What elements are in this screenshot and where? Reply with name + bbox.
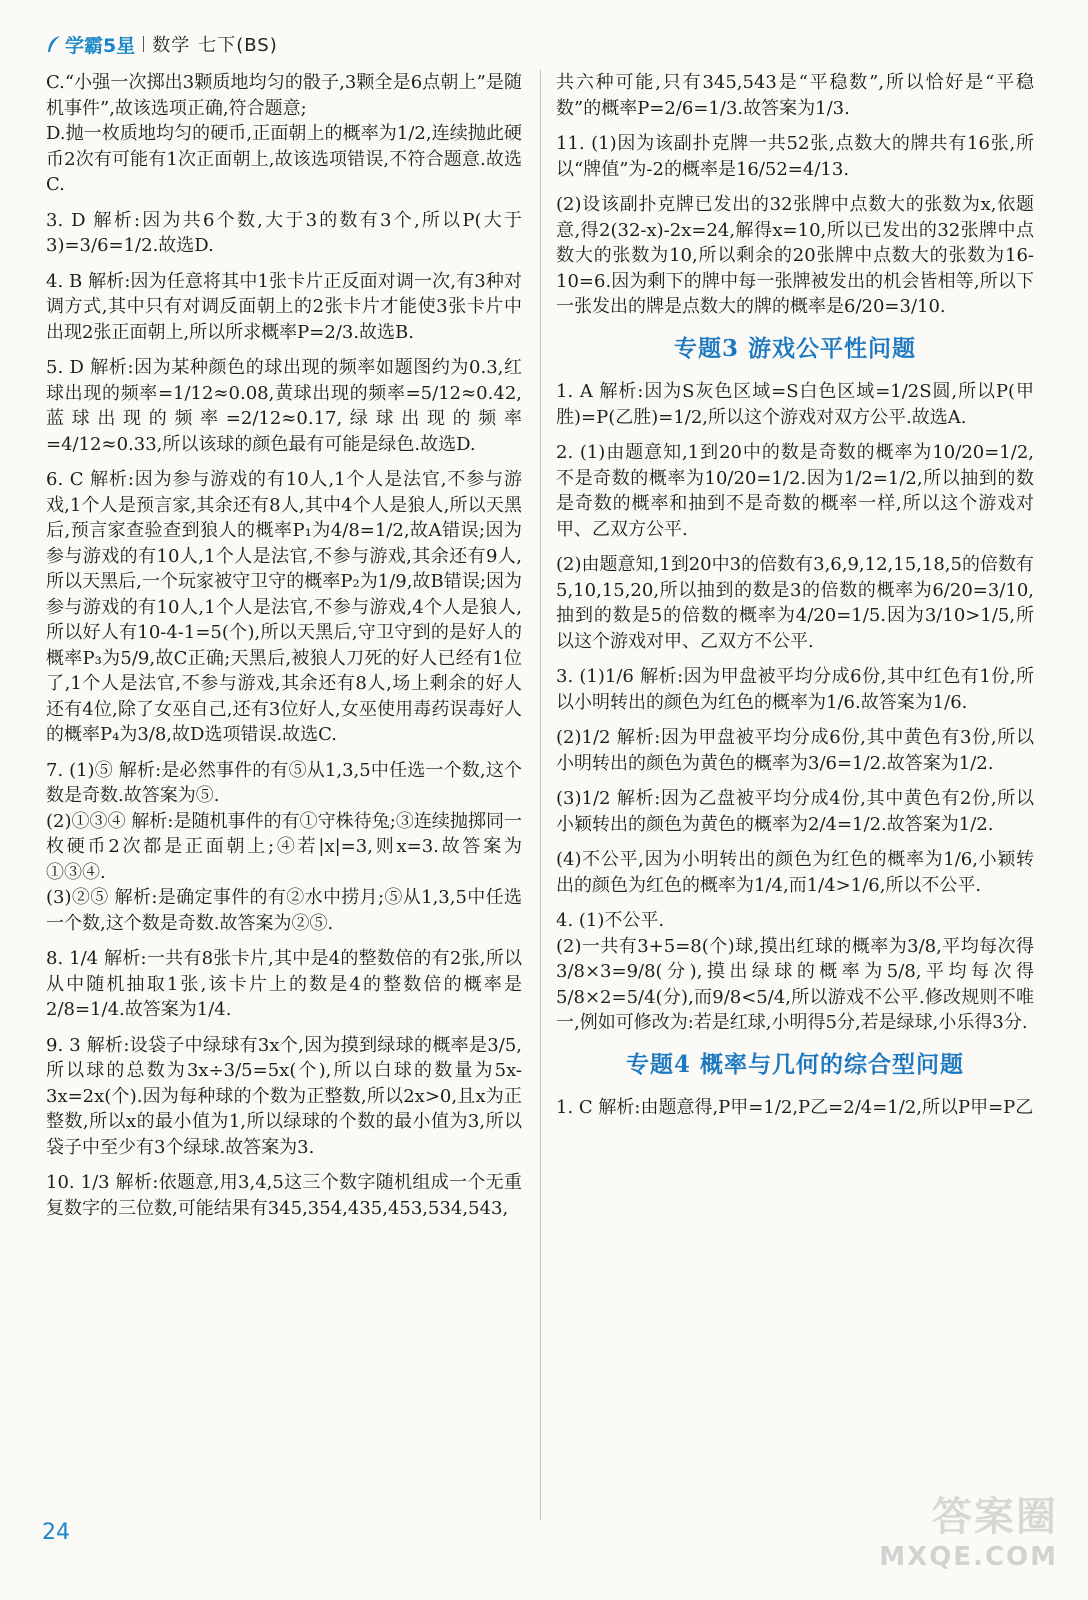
answer-paragraph: 11. (1)因为该副扑克牌一共52张,点数大的牌共有16张,所以“牌值”为-2的概率是16/52=4/13. (556, 133, 1034, 180)
answer-paragraph: (2)设该副扑克牌已发出的32张牌中点数大的张数为x,依题意,得2(32-x)-2x=24,解得x=10,所以已发出的32张牌中点数大的张数为10,所以剩余的20张牌中点数大的张数为16-10=6.因为剩下的牌中每一张牌被发出的机会皆相等,所以下一张发出的牌是点数大的牌的概率是6/20=3/10. (556, 194, 1034, 317)
header-subject: 数学 (152, 35, 191, 56)
page-header (46, 30, 278, 58)
logo-text: 学霸5星 (65, 34, 136, 57)
brand-logo (46, 31, 135, 58)
answer-paragraph: 4. (1)不公平. (556, 910, 665, 931)
answer-paragraph: C.“小强一次掷出3颗质地均匀的骰子,3颗全是6点朝上”是随机事件”,故该选项正确,符合题意; (46, 72, 522, 119)
column-divider (540, 70, 541, 1520)
answer-paragraph: 8. 1/4 解析:一共有8张卡片,其中是4的整数倍的有2张,所以从中随机抽取1张,该卡片上的数是4的整数倍的概率是2/8=1/4.故答案为1/4. (46, 948, 522, 1020)
watermark-top: 答案圈 (932, 1494, 1058, 1540)
watermark (818, 1485, 1058, 1580)
answer-paragraph: 1. C 解析:由题意得,P甲=1/2,P乙=2/4=1/2,所以P甲=P乙 (556, 1097, 1034, 1118)
answer-paragraph: 共六种可能,只有345,543是“平稳数”,所以恰好是“平稳数”的概率P=2/6=1/3.故答案为1/3. (556, 72, 1034, 119)
feather-icon (46, 35, 62, 53)
watermark-bottom: MXQE.COM (879, 1542, 1058, 1572)
right-column (556, 70, 1034, 1121)
answer-paragraph: 9. 3 解析:设袋子中绿球有3x个,因为摸到绿球的概率是3/5,所以球的总数为3x÷3/5=5x(个),所以白球的数量为5x-3x=2x(个).因为每种球的个数为正整数,所以2x>0,且x为正整数,所以x的最小值为1,所以绿球的个数的最小值为3,所以袋子中至少有3个绿球.故答案为3. (46, 1034, 522, 1158)
answer-paragraph: 4. B 解析:因为任意将其中1张卡片正反面对调一次,有3种对调方式,其中只有对调反面朝上的2张卡片才能使3张卡片中出现2张正面朝上,所以所求概率P=2/3.故选B. (46, 270, 522, 343)
answer-paragraph: D.抛一枚质地均匀的硬币,正面朝上的概率为1/2,连续抛此硬币2次有可能有1次正面朝上,故该选项错误,不符合题意.故选C. (46, 123, 522, 195)
answer-paragraph: 1. A 解析:因为S灰色区域=S白色区域=1/2S圆,所以P(甲胜)=P(乙胜)=1/2,所以这个游戏对双方公平.故选A. (556, 381, 1034, 428)
section-4-title: 专题4 概率与几何的综合型问题 (625, 1050, 964, 1078)
answer-paragraph: 3. D 解析:因为共6个数,大于3的数有3个,所以P(大于3)=3/6=1/2.故选D. (46, 209, 522, 256)
answer-paragraph: 6. C 解析:因为参与游戏的有10人,1个人是法官,不参与游戏,1个人是预言家,其余还有8人,其中4个人是狼人,所以天黑后,预言家查验查到狼人的概率P₁为4/8=1/2,故A错误;因为参与游戏的有10人,1个人是法官,不参与游戏,其余还有9人,所以天黑后,一个玩家被守卫守的概率P₂为1/9,故B错误;因为参与游戏的有10人,1个人是法官,不参与游戏,4个人是狼人,所以好人有10-4-1=5(个),所以天黑后,守卫守到的是好人的概率P₃为5/9,故C正确;天黑后,被狼人刀死的好人已经有1位了,1个人是法官,不参与游戏,其余还有8人,场上剩余的好人还有4位,除了女巫自己,还有3位好人,女巫使用毒药误毒好人的概率P₄为3/8,故D选项错误.故选C. (46, 469, 522, 745)
answer-paragraph: 5. D 解析:因为某种颜色的球出现的频率如题图约为0.3,红球出现的频率=1/12≈0.08,黄球出现的频率=5/12≈0.42,蓝球出现的频率=2/12≈0.17,绿球出现的频率=4/12≈0.33,所以该球的颜色最有可能是绿色.故选D. (46, 357, 522, 455)
left-column (46, 70, 522, 1221)
answer-paragraph: (2)由题意知,1到20中3的倍数有3,6,9,12,15,18,5的倍数有5,10,15,20,所以抽到的数是3的倍数的概率为6/20=3/10,抽到的数是5的倍数的概率为4/20=1/5.因为3/10>1/5,所以这个游戏对甲、乙双方不公平. (556, 554, 1034, 652)
answer-paragraph: (3)1/2 解析:因为乙盘被平均分成4份,其中黄色有2份,所以小颖转出的颜色为黄色的概率为2/4=1/2.故答案为1/2. (556, 788, 1034, 835)
answer-paragraph: (2)一共有3+5=8(个)球,摸出红球的概率为3/8,平均每次得3/8×3=9/8(分),摸出绿球的概率为5/8,平均每次得5/8×2=5/4(分),而9/8<5/4,所以游戏不公平.修改规则不唯一,例如可修改为:若是红球,小明得5分,若是绿球,小乐得3分. (556, 935, 1034, 1033)
answer-paragraph: 3. (1)1/6 解析:因为甲盘被平均分成6份,其中红色有1份,所以小明转出的颜色为红色的概率为1/6.故答案为1/6. (556, 666, 1034, 713)
page-number: 24 (42, 1520, 70, 1545)
answer-paragraph: (3)②⑤ 解析:是确定事件的有②水中捞月;⑤从1,3,5中任选一个数,这个数是奇数.故答案为②⑤. (46, 887, 522, 934)
answer-paragraph: (2)1/2 解析:因为甲盘被平均分成6份,其中黄色有3份,所以小明转出的颜色为黄色的概率为3/6=1/2.故答案为1/2. (556, 727, 1034, 774)
header-separator (143, 36, 144, 52)
answer-paragraph: (4)不公平,因为小明转出的颜色为红色的概率为1/6,小颖转出的颜色为红色的概率为1/4,而1/4>1/6,所以不公平. (556, 849, 1034, 896)
header-grade: 七下(BS) (198, 35, 278, 56)
answer-paragraph: (2)①③④ 解析:是随机事件的有①守株待兔;③连续抛掷同一枚硬币2次都是正面朝上;④若|x|=3,则x=3.故答案为①③④. (46, 810, 522, 883)
answer-paragraph: 10. 1/3 解析:依题意,用3,4,5这三个数字随机组成一个无重复数字的三位数,可能结果有345,354,435,453,534,543, (46, 1172, 522, 1219)
section-3-title: 专题3 游戏公平性问题 (673, 334, 916, 362)
answer-paragraph: 2. (1)由题意知,1到20中的数是奇数的概率为10/20=1/2,不是奇数的概率为10/20=1/2.因为1/2=1/2,所以抽到的数是奇数的概率和抽到不是奇数的概率一样,所以这个游戏对甲、乙双方公平. (556, 442, 1034, 540)
answer-paragraph: 7. (1)⑤ 解析:是必然事件的有⑤从1,3,5中任选一个数,这个数是奇数.故答案为⑤. (46, 759, 522, 806)
